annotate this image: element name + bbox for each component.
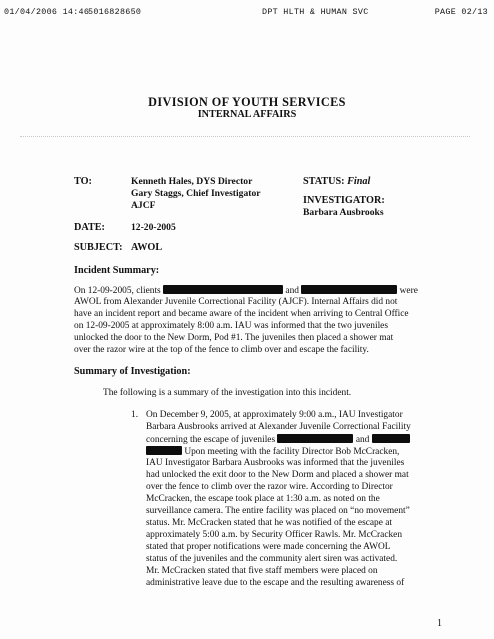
- incident-summary-line: have an incident report and became aware of the incident when arriving to Central Office: [74, 309, 409, 319]
- status-label: STATUS:: [303, 176, 345, 187]
- status-value: Final: [347, 176, 371, 187]
- item-line: Mr. McCracken stated that five staff members were placed on: [146, 566, 378, 576]
- to-line-1: Kenneth Hales, DYS Director: [131, 176, 253, 187]
- item-line: Barbara Ausbrooks arrived at Alexander Juvenile Correctional Facility: [146, 422, 411, 432]
- item-line: On December 9, 2005, at approximately 9:00 a.m., IAU Investigator: [146, 410, 403, 420]
- investigator-name: Barbara Ausbrooks: [303, 207, 384, 218]
- item-line: had unlocked the exit door to the New Dorm and placed a shower mat: [146, 470, 409, 480]
- to-label: TO:: [74, 176, 92, 187]
- concerning-text-a: concerning the escape of juveniles: [146, 435, 276, 445]
- item-number: 1.: [131, 410, 139, 420]
- incident-summary-line-1: [74, 285, 418, 298]
- investigation-summary-heading: Summary of Investigation:: [74, 366, 191, 377]
- page-number: 1: [437, 618, 442, 629]
- investigator-label: INVESTIGATOR:: [303, 195, 385, 206]
- item-line-concerning: [146, 434, 410, 447]
- item-line: stated that proper notifications were made concerning the AWOL: [146, 542, 391, 552]
- incident-text-b: and: [285, 286, 299, 296]
- scan-artifact-line: [20, 136, 470, 137]
- item-line: surveillance camera. The entire facility was placed on “no movement”: [146, 506, 410, 516]
- incident-summary-line: unlocked the door to the New Dorm, Pod #1. The juveniles then placed a shower mat: [74, 333, 394, 343]
- status-field: [303, 176, 370, 187]
- item-line: McCracken, the escape took place at 1:30 a.m. as noted on the: [146, 494, 380, 504]
- to-line-3: AJCF: [131, 200, 156, 211]
- item-line: status. Mr. McCracken stated that he was notified of the escape at: [146, 518, 393, 528]
- investigation-intro: The following is a summary of the investigation into this incident.: [103, 388, 352, 398]
- date-value: 12-20-2005: [131, 222, 176, 233]
- redaction-bar: [146, 446, 182, 455]
- incident-text-c: were: [399, 286, 418, 296]
- item-line: IAU Investigator Barbara Ausbrooks was informed that the juveniles: [146, 458, 405, 468]
- redaction-bar: [372, 434, 410, 443]
- item-line: approximately 5:00 a.m. by Security Officer Rawls. Mr. McCracken: [146, 530, 403, 540]
- incident-text-a: On 12-09-2005, clients: [74, 286, 161, 296]
- redaction-bar: [163, 285, 283, 294]
- incident-summary-line: over the razor wire at the top of the fence to climb over and escape the facility.: [74, 345, 369, 355]
- incident-summary-line: AWOL from Alexander Juvenile Correctional Facility (AJCF). Internal Affairs did not: [74, 297, 398, 307]
- fax-phone: 5016828650: [88, 7, 142, 17]
- incident-summary-line: on 12-09-2005 at approximately 8:00 a.m. IAU was informed that the two juveniles: [74, 321, 388, 331]
- fax-sender: DPT HLTH & HUMAN SVC: [262, 7, 369, 17]
- fax-page: PAGE 02/13: [434, 7, 488, 17]
- incident-summary-heading: Incident Summary:: [74, 265, 160, 276]
- document-subtitle: INTERNAL AFFAIRS: [197, 109, 297, 120]
- redaction-bar: [301, 285, 397, 294]
- to-line-2: Gary Staggs, Chief Investigator: [131, 188, 261, 199]
- fax-date-time: 01/04/2006 14:46: [4, 7, 90, 17]
- item-line-upon: [146, 446, 399, 459]
- concerning-text-b: and: [355, 435, 370, 445]
- subject-label: SUBJECT:: [74, 242, 123, 253]
- item-line: over the fence to climb over the razor wire. According to Director: [146, 482, 393, 492]
- redaction-bar: [277, 434, 353, 443]
- item-line: status of the juveniles and the community alert siren was activated.: [146, 554, 398, 564]
- document-title: DIVISION OF YOUTH SERVICES: [148, 95, 346, 109]
- subject-value: AWOL: [131, 242, 163, 253]
- date-label: DATE:: [74, 222, 105, 233]
- item-line: administrative leave due to the escape and the resulting awareness of: [146, 578, 405, 588]
- upon-meeting-text: Upon meeting with the facility Director Bob McCracken,: [184, 447, 400, 457]
- fax-header: [4, 7, 488, 19]
